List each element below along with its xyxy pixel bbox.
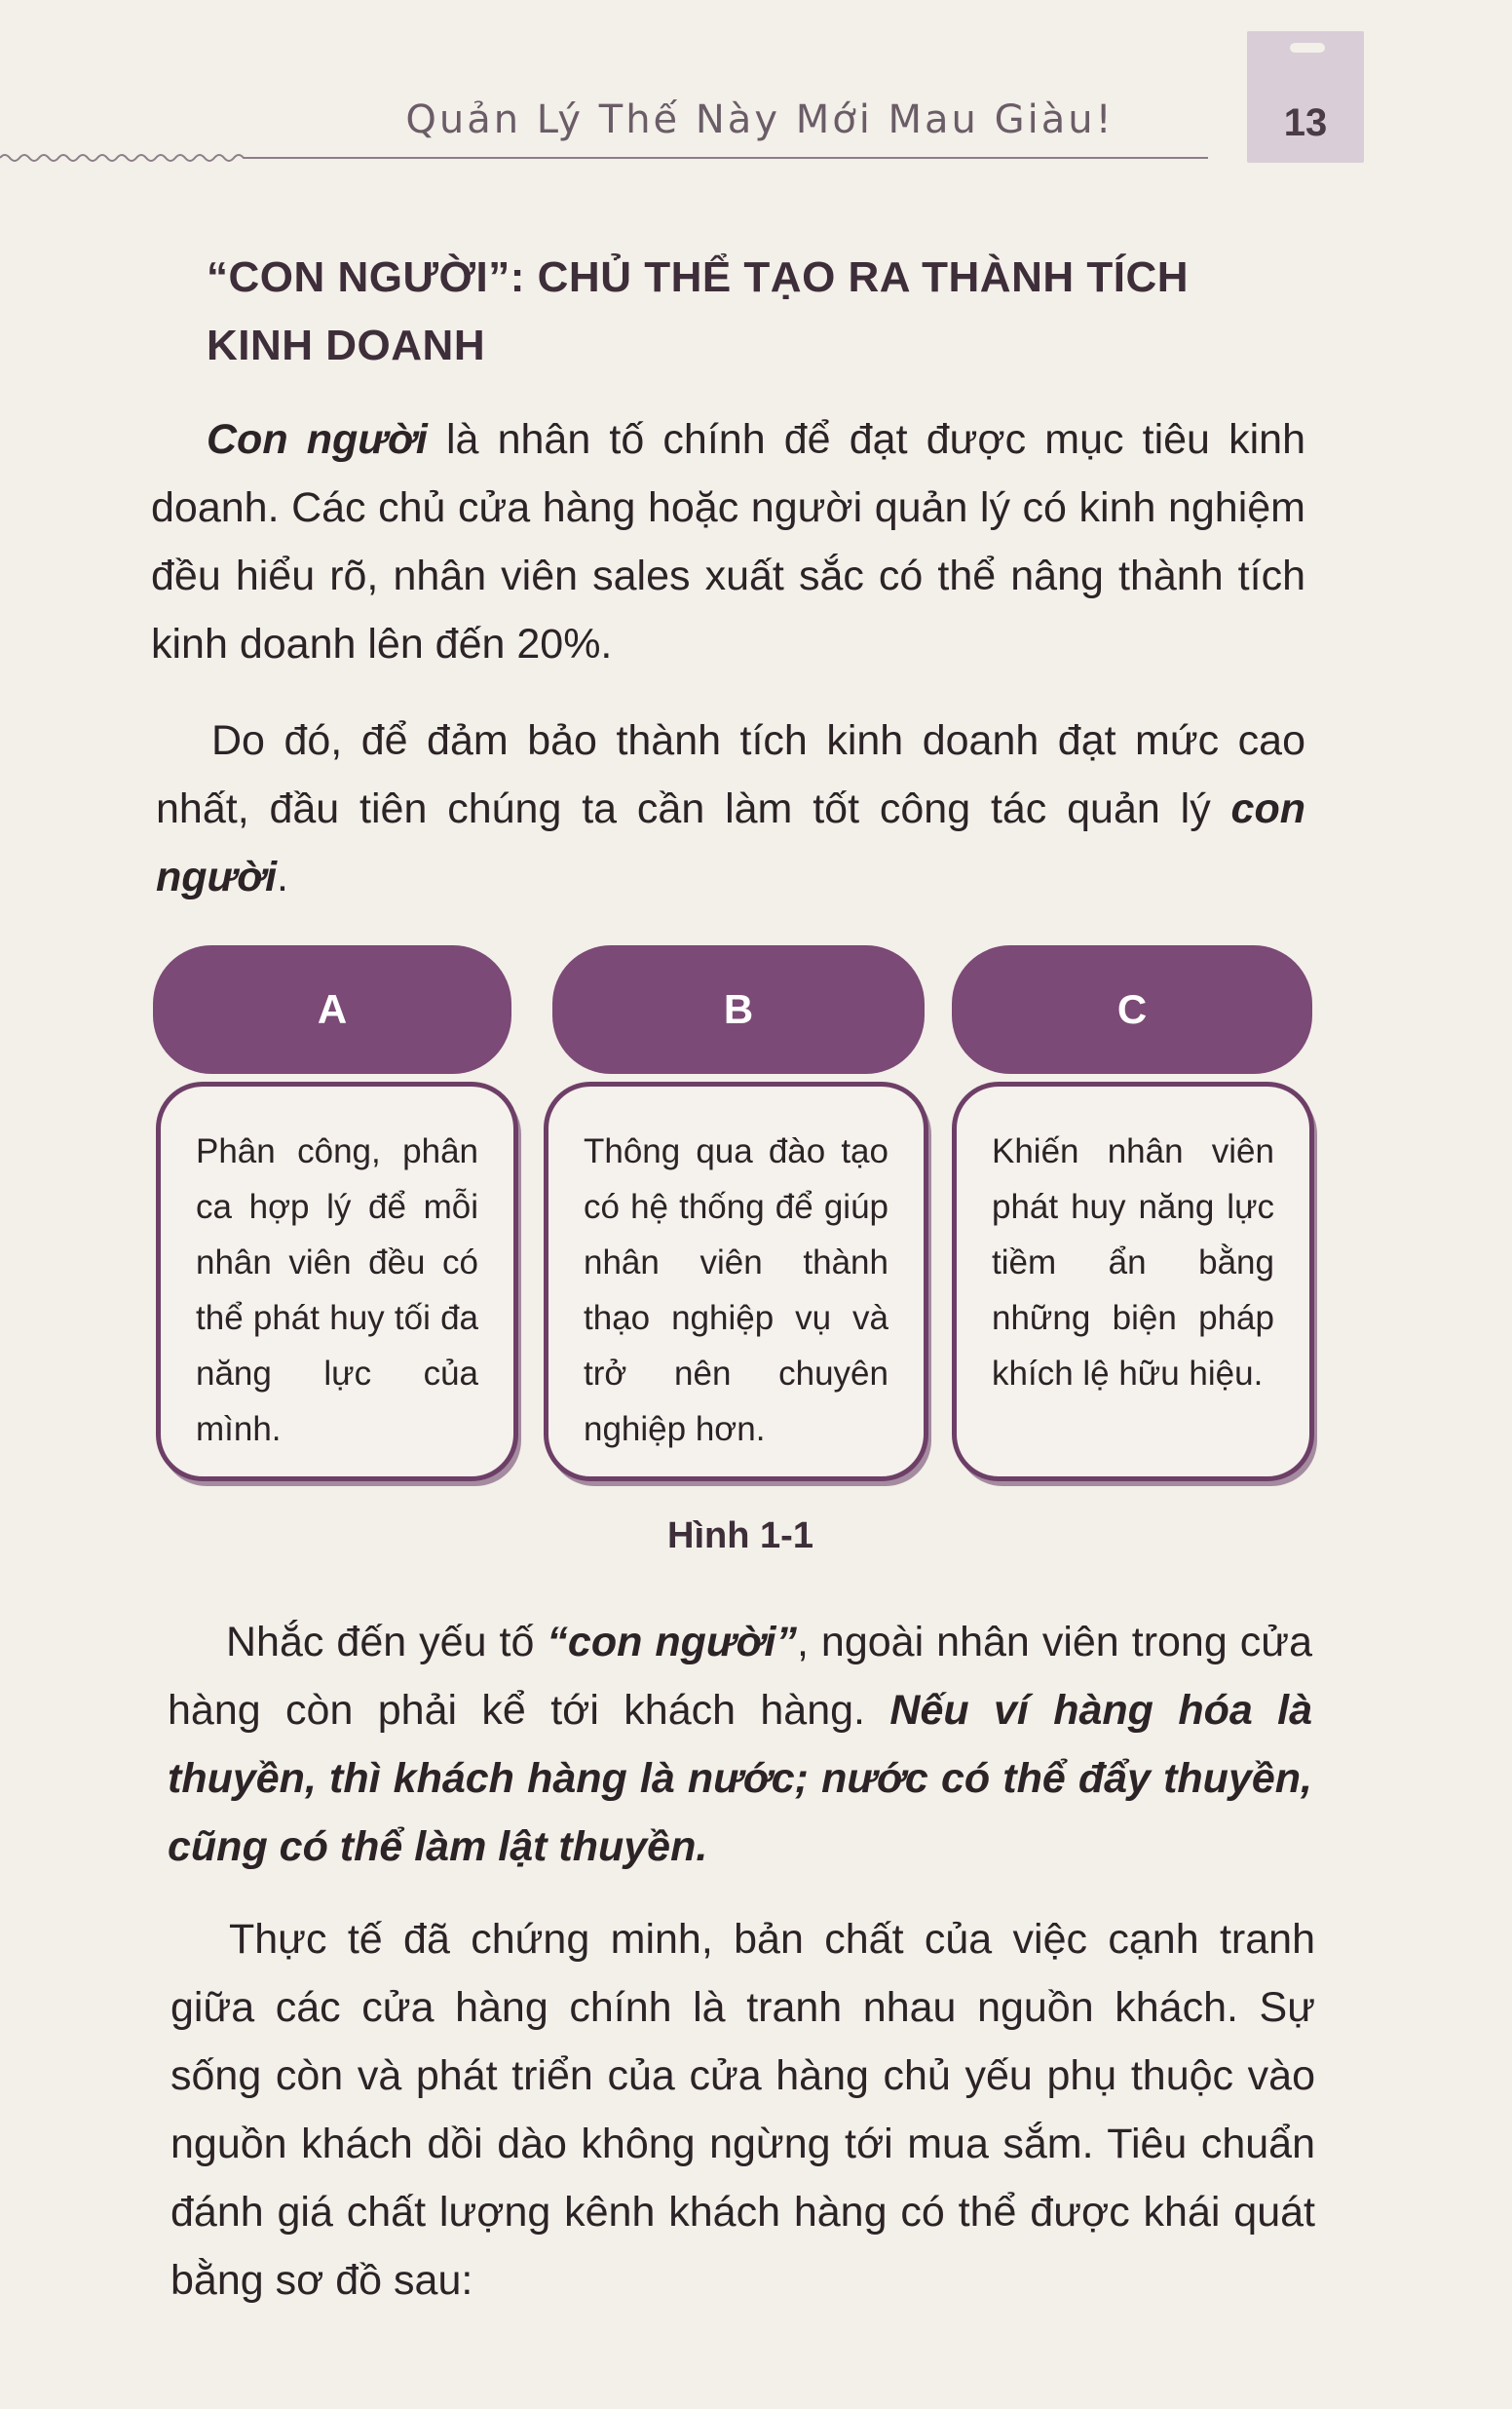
paragraph-3-text-1: Nhắc đến yếu tố — [226, 1619, 548, 1665]
paragraph-2-text: Do đó, để đảm bảo thành tích kinh doanh đạt mức cao nhất, đầu tiên chúng ta cần làm tốt công tác quản lý — [156, 717, 1305, 832]
paragraph-3 — [168, 1608, 1312, 1881]
figure-card-b-text: Thông qua đào tạo có hệ thống để giúp nhân viên thành thạo nghiệp vụ và trở nên chuyên nghiệp hơn. — [584, 1132, 888, 1448]
figure-card-c-text: Khiến nhân viên phát huy năng lực tiềm ẩn bằng những biện pháp khích lệ hữu hiệu. — [992, 1132, 1274, 1393]
paragraph-2-end: . — [277, 854, 288, 900]
paragraph-1-text: là nhân tố chính để đạt được mục tiêu kinh doanh. Các chủ cửa hàng hoặc người quản lý có kinh nghiệm đều hiểu rõ, nhân viên sales xuất sắc có thể nâng thành tích kinh doanh lên đến 20%. — [151, 416, 1306, 668]
header-divider-line — [0, 148, 1208, 168]
tab-notch — [1290, 43, 1325, 53]
page-number-tab — [1247, 31, 1364, 163]
paragraph-1 — [151, 405, 1305, 678]
paragraph-3-text-2: , ngoài nhân viên trong cửa hàng còn phải kể tới khách hàng. — [168, 1619, 1312, 1734]
figure-card-a-text: Phân công, phân ca hợp lý để mỗi nhân viên đều có thể phát huy tối đa năng lực của mình. — [196, 1132, 478, 1448]
paragraph-3-emphasis-2: Nếu ví hàng hóa là thuyền, thì khách hàng là nước; nước có thể đẩy thuyền, cũng có thể làm lật thuyền. — [168, 1687, 1313, 1870]
figure-card-b — [544, 1082, 928, 1481]
paragraph-2-emphasis: con người — [156, 785, 1305, 900]
section-title-line2: KINH DOANH — [207, 322, 486, 369]
section-title — [207, 244, 1278, 380]
figure-card-c — [952, 1082, 1314, 1481]
paragraph-3-emphasis-1: “con người” — [547, 1619, 797, 1665]
figure-label-a: A — [153, 945, 511, 1074]
figure-label-c: C — [952, 945, 1312, 1074]
paragraph-4: Thực tế đã chứng minh, bản chất của việc cạnh tranh giữa các cửa hàng chính là tranh nhau nguồn khách. Sự sống còn và phát triển của cửa hàng chủ yếu phụ thuộc vào nguồn khách dồi dào không ngừng tới mua sắm. Tiêu chuẩn đánh giá chất lượng kênh khách hàng có thể được khái quát bằng sơ đồ sau: — [170, 1916, 1315, 2304]
figure-caption: Hình 1-1 — [667, 1515, 813, 1556]
paragraph-2 — [156, 707, 1305, 911]
running-title: Quản Lý Thế Này Mới Mau Giàu! — [405, 97, 1115, 142]
page-number: 13 — [1283, 101, 1328, 144]
figure-label-b: B — [552, 945, 925, 1074]
paragraph-1-emphasis: Con người — [207, 416, 428, 463]
figure-card-a — [156, 1082, 518, 1481]
section-title-line1: “CON NGƯỜI”: CHỦ THỂ TẠO RA THÀNH TÍCH — [207, 253, 1190, 301]
